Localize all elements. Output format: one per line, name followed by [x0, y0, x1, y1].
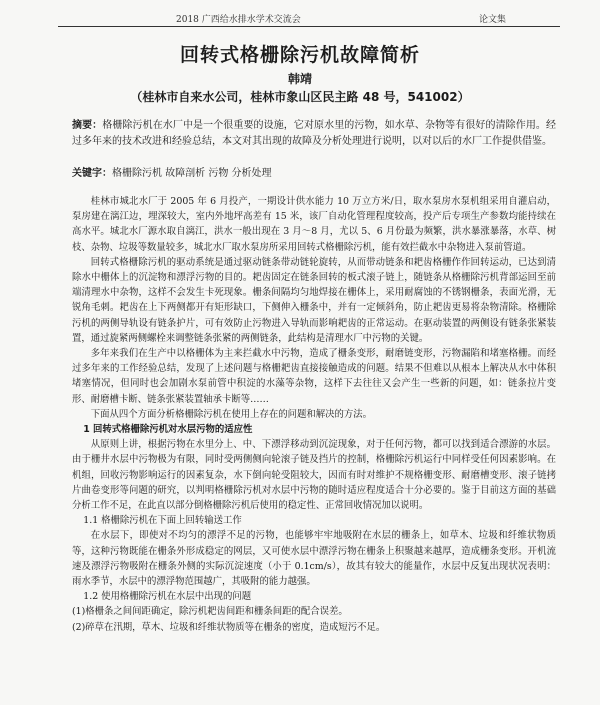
keywords-text: 格栅除污机 故障剖析 污物 分析处理 [112, 168, 272, 179]
section-name: 论文集 [478, 15, 506, 25]
abstract-label: 摘要： [72, 120, 103, 131]
list-item: (1)格栅条之间间距确定，除污机耙齿间距和栅条间距的配合误差。 [72, 606, 348, 618]
abstract-text: 格栅除污机在水厂中是一个很重要的设施，它对原水里的污物，如水草、杂物等有很好的清除作用。经过多年来的技术改进和经验总结，本文对其出现的故障及分析处理进行说明，以对以后的水厂工作提供借鉴。 [72, 120, 557, 147]
author-affiliation: （桂林市自来水公司，桂林市象山区民主路 48 号，541002） [130, 90, 470, 104]
section-1-1-heading: 1.1 格栅除污机在下面上回转输送工作 [83, 515, 242, 527]
running-header [58, 10, 560, 27]
abstract [72, 118, 556, 150]
section-1-heading: 1 回转式格栅除污机对水层污物的适应性 [83, 424, 253, 436]
keywords-label: 关键字： [72, 168, 112, 179]
section-1-paragraph: 从原则上讲，根据污物在水里分上、中、下漂浮移动到沉淀现象，对于任何污物，都可以找到适合漂游的水层。由于栅井水层中污物极为有限，同时受两侧侧向轮滚子链及挡片的控制，格栅除污机运行中同样受任何因素影响。在机组，回收污物影响运行的因素复杂，水下倒向轮受阻较大，因而有时对维护不规格栅变形、耐磨槽变形、滚子链拷片曲卷变形等问题的研究，以判明格栅除污机对水层中污物的随时适应程度适合十分必要的。鉴于目前这方面的基础分析工作不足，在此直以部分倒格栅除污机后使用的稳定性、正常回收情况加以说明。 [72, 439, 556, 512]
problems-paragraph: 多年来我们在生产中以格栅体为主来拦截水中污物，造成了栅条变形，耐磨链变形，污物漏陷和堵塞格栅。而经过多年来的工作经验总结，发现了上述问题与格栅耙齿直接接触造成的问题。结果不但难以从根本上解决从水中体积堵塞情况，但同时也会加剧水泵前管中积淀的水藻等杂物，这样下去往往又会产生一些新的问题，如：链条拉片变形、耐磨槽卡断、链条张紧装置轴承卡断等…… [72, 348, 556, 405]
list-item: (2)碎草在汛期，草木、垃圾和纤维状物质等在栅条的密度，造成短污不足。 [72, 621, 386, 633]
author-name: 韩靖 [287, 72, 312, 86]
section-1-1-paragraph: 在水层下，即使对不均匀的漂浮不足的污物，也能够牢牢地吸附在水层的栅条上，如草木、垃圾和纤维状物质等，这种污物既能在栅条外形成稳定的网层，又可使水层中漂浮污物在栅条上积聚越来越厚，造成栅条变形。开机流速及漂浮污物吸附在栅条外侧的实际沉淀速度（小于 0.1cm/s），故其有较大的能量作，水层中反复出现状况表明：雨水季节，水层中的漂浮物范围越广，其吸附的能力越强。 [72, 530, 556, 588]
intro-paragraph: 桂林市城北水厂于 2005 年 6 月投产，一期设计供水能力 10 万立方米/日，取水泵房水泵机组采用自灌启动，泵房建在漓江边，埋深较大，室内外地坪高差有 15 米，该厂自动化管理程度较高，投产后专项生产参数均能持续在高水平。城北水厂源水取自漓江，洪水一般出现在 3 月～8 月，尤以 5、6 月份最为频繁，洪水暴涨暴落，水草、树枝、杂物、垃圾等数量较多，城北水厂取水泵房所采用回转式格栅除污机，能有效拦截水中杂物进入泵前管道。 [72, 196, 556, 253]
mechanism-paragraph: 回转式格栅除污机的驱动系统是通过驱动链条带动链轮旋转，从而带动链条和耙齿格栅作作回转运动，已达到清除水中栅体上的沉淀物和漂浮污物的目的。耙齿固定在链条回转的板式滚子链上，随链条从格栅除污机背部运回至前端清理水中杂物，这样不会发生卡死现象。栅条间隔均匀地焊接在栅体上，采用耐腐蚀的不锈钢栅条，表面光滑，无锐角毛刺。耙齿在上下两侧都开有矩形缺口，下侧伸入栅条中，并有一定倾斜角，防止耙齿更易将杂物清除。格栅除污机的两侧导轨设有链条护片，可有效防止污物进入导轨而影响耙齿的正常运动。在驱动装置的两侧设有链条张紧装置，通过旋紧两侧螺栓来调整链条张紧的两侧链条，此结构是清理水厂中污物的关键。 [72, 256, 556, 344]
section-1-2-heading: 1.2 使用格栅除污机在水层中出现的问题 [83, 591, 252, 603]
body-text [72, 194, 556, 635]
keywords [72, 166, 556, 182]
conference-name: 2018 广西给水排水学术交流会 [176, 15, 301, 25]
paper-title: 回转式格栅除污机故障简析 [179, 44, 420, 66]
outline-paragraph: 下面从四个方面分析格栅除污机在使用上存在的问题和解决的方法。 [90, 408, 373, 420]
